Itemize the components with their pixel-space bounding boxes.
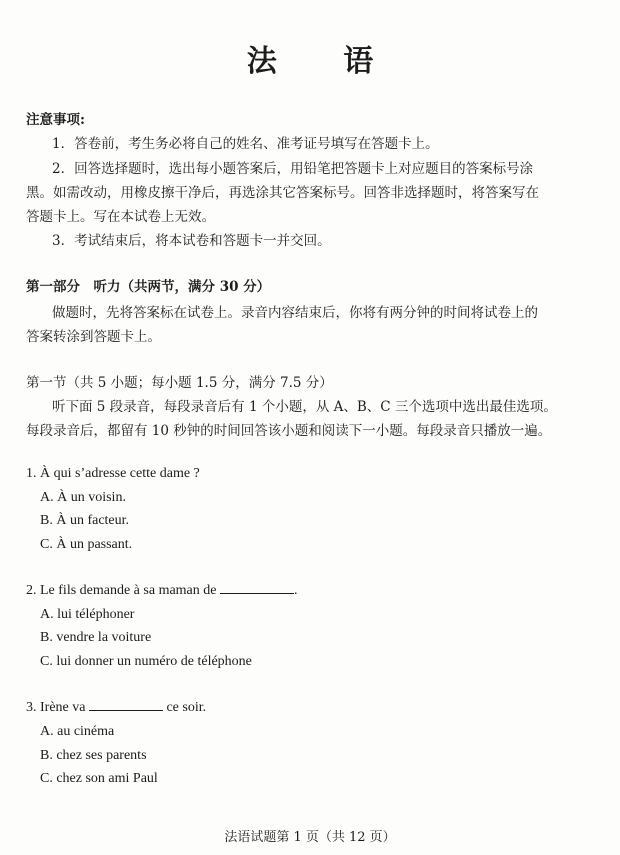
question-1-stem: 1. À qui s’adresse cette dame ? xyxy=(26,466,200,481)
question-1-option-a: A. À un voisin. xyxy=(40,490,126,505)
question-2-option-a: A. lui téléphoner xyxy=(40,607,135,622)
question-2-option-b: B. vendre la voiture xyxy=(40,630,152,645)
question-3-stem xyxy=(26,697,206,719)
question-2-blank xyxy=(220,581,294,594)
page-footer: 法语试题第 1 页（共 12 页） xyxy=(224,830,396,845)
question-3-stem-before: 3. Irène va xyxy=(26,700,86,715)
question-2-stem-after: . xyxy=(293,583,298,598)
notice-item-2-line-3: 答题卡上。写在本试卷上无效。 xyxy=(26,209,215,225)
question-1-option-c: C. À un passant. xyxy=(40,537,133,552)
question-2-stem-before: 2. Le fils demande à sa maman de xyxy=(26,583,217,598)
part1-heading: 第一部分 听力（共两节，满分 30 分） xyxy=(26,279,271,295)
notice-item-2-line-1: 2．回答选择题时，选出每小题答案后，用铅笔把答题卡上对应题目的答案标号涂 xyxy=(52,161,534,177)
question-1-option-b: B. À un facteur. xyxy=(40,513,130,528)
notice-item-1: 1．答卷前，考生务必将自己的姓名、准考证号填写在答题卡上。 xyxy=(52,136,439,152)
section1-instruction-line-2: 每段录音后，都留有 10 秒钟的时间回答该小题和阅读下一小题。每段录音只播放一遍。 xyxy=(26,423,552,439)
question-3-blank xyxy=(89,698,163,711)
section1-heading: 第一节（共 5 小题；每小题 1.5 分，满分 7.5 分） xyxy=(26,375,333,391)
part1-instruction-line-2: 答案转涂到答题卡上。 xyxy=(26,329,161,345)
notice-item-2-line-2: 黑。如需改动，用橡皮擦干净后，再选涂其它答案标号。回答非选择题时，将答案写在 xyxy=(26,185,539,201)
notice-heading: 注意事项: xyxy=(26,112,85,128)
question-2-stem xyxy=(26,580,297,602)
section1-instruction-line-1: 听下面 5 段录音，每段录音后有 1 个小题，从 A、B、C 三个选项中选出最佳选项。 xyxy=(52,399,557,415)
page-title: 法 语 xyxy=(246,44,402,79)
notice-item-3: 3．考试结束后，将本试卷和答题卡一并交回。 xyxy=(52,233,331,249)
part1-instruction-line-1: 做题时，先将答案标在试卷上。录音内容结束后，你将有两分钟的时间将试卷上的 xyxy=(52,305,538,321)
question-3-option-c: C. chez son ami Paul xyxy=(40,771,158,786)
question-3-stem-after: ce soir. xyxy=(166,700,207,715)
question-3-option-a: A. au cinéma xyxy=(40,724,115,739)
question-2-option-c: C. lui donner un numéro de téléphone xyxy=(40,654,252,669)
question-3-option-b: B. chez ses parents xyxy=(40,748,147,763)
